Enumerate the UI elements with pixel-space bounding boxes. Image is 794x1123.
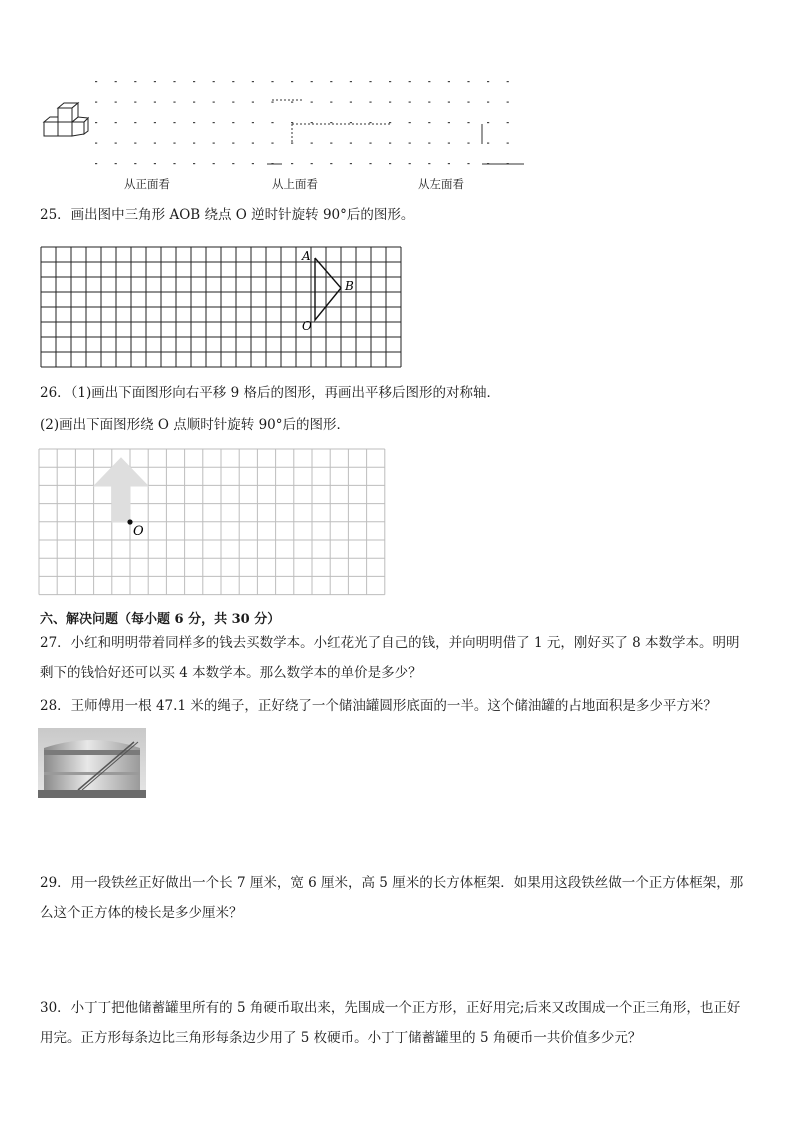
point-b-label: B [345, 279, 354, 293]
q26-grid-figure [38, 448, 388, 596]
question-29-line1: 29．用一段铁丝正好做出一个长 7 厘米，宽 6 厘米，高 5 厘米的长方体框架．如果用这段铁丝做一个正方体框架，那 [40, 875, 744, 891]
question-28: 28．王师傅用一根 47.1 米的绳子，正好绕了一个储油罐圆形底面的一半。这个储油罐的占地面积是多少平方米？ [40, 698, 717, 714]
point-o-label: O [302, 319, 312, 333]
question-27-line2: 剩下的钱恰好还可以买 4 本数学本。那么数学本的单价是多少？ [40, 665, 422, 681]
question-29-line2: 么这个正方体的棱长是多少厘米？ [40, 905, 243, 921]
point-a-label: A [302, 249, 311, 263]
question-30-line1: 30．小丁丁把他储蓄罐里所有的 5 角硬币取出来，先围成一个正方形，正好用完;后来又改围成一个正三角形，也正好 [40, 1000, 741, 1016]
question-30-line2: 用完。正方形每条边比三角形每条边少用了 5 枚硬币。小丁丁储蓄罐里的 5 角硬币一共价值多少元？ [40, 1030, 642, 1046]
top-view-label: 从上面看 [272, 177, 318, 191]
question-26-part2: (2)画出下面图形绕 O 点顺时针旋转 90°后的图形． [40, 417, 350, 433]
view-dot-grids [92, 78, 532, 170]
oil-tank-photo [38, 728, 146, 798]
rotation-point-o [127, 519, 132, 524]
front-view-label: 从正面看 [124, 177, 170, 191]
cube-stack-figure [40, 100, 92, 142]
question-26-part1: 26．（1)画出下面图形向右平移 9 格后的图形，再画出平移后图形的对称轴． [40, 385, 500, 401]
q25-grid-figure [40, 246, 404, 368]
point-o-label: O [133, 524, 144, 539]
section-6-title: 六、解决问题（每小题 6 分，共 30 分） [40, 612, 281, 627]
left-view-label: 从左面看 [418, 177, 464, 191]
question-25: 25．画出图中三角形 AOB 绕点 O 逆时针旋转 90°后的图形。 [40, 207, 415, 223]
question-27-line1: 27．小红和明明带着同样多的钱去买数学本。小红花光了自己的钱，并向明明借了 1 元，刚好买了 8 本数学本。明明 [40, 635, 740, 651]
